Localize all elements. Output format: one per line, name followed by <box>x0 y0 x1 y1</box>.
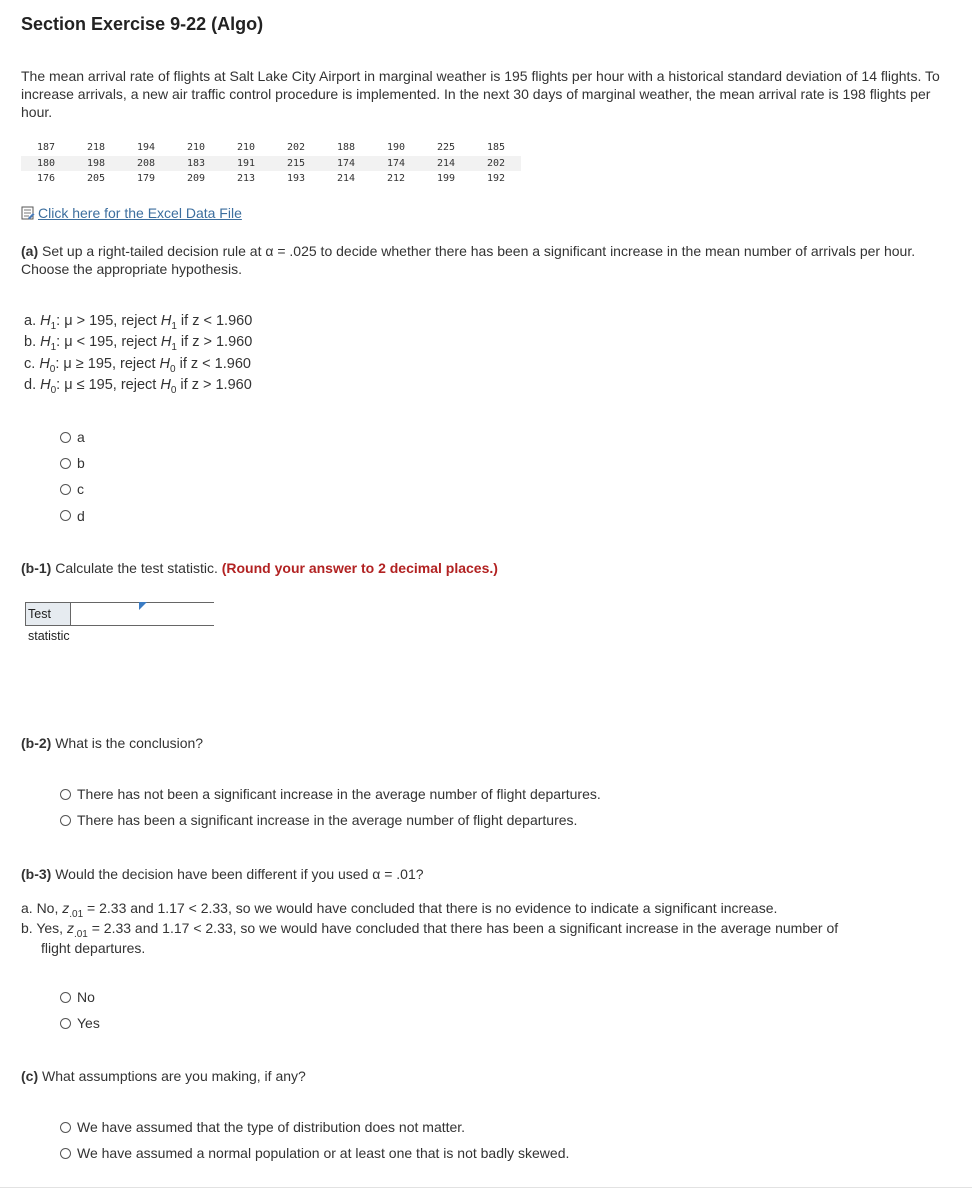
table-cell: 198 <box>86 157 106 169</box>
z-subscript: .01 <box>69 908 84 920</box>
z-symbol: z <box>66 920 74 936</box>
hypothesis-var: H <box>160 334 172 351</box>
radio-button[interactable] <box>60 458 71 469</box>
table-cell: 208 <box>136 157 156 169</box>
table-cell: 205 <box>86 173 106 185</box>
hypothesis-text: : μ ≥ 195, reject <box>55 355 160 372</box>
excel-data-link[interactable] <box>21 205 242 221</box>
part-a-radio-option[interactable] <box>60 508 85 524</box>
test-statistic-label: Test statistic <box>26 603 71 625</box>
table-cell: 214 <box>436 157 456 169</box>
hypothesis-sub: 1 <box>171 342 177 354</box>
radio-button[interactable] <box>60 1122 71 1133</box>
part-b3-prompt <box>21 865 965 883</box>
part-b3-radio-option[interactable] <box>60 989 95 1005</box>
hypothesis-text: if z < 1.960 <box>176 313 253 329</box>
radio-label: There has been a significant increase in the average number of flight departures. <box>77 812 578 828</box>
hypothesis-option <box>24 375 252 401</box>
hypothesis-sub: 1 <box>171 320 177 332</box>
radio-label: c <box>77 481 84 498</box>
excel-file-icon <box>21 206 35 220</box>
test-statistic-input[interactable] <box>71 603 251 625</box>
radio-button[interactable] <box>60 1148 71 1159</box>
table-cell: 194 <box>136 142 156 154</box>
part-b1-prompt <box>21 559 965 577</box>
hypothesis-var: H <box>160 313 172 329</box>
table-cell: 218 <box>86 142 106 154</box>
radio-label: Yes <box>77 1015 100 1031</box>
table-row <box>21 156 521 172</box>
hypothesis-text: if z > 1.960 <box>176 376 252 393</box>
part-b2-radio-option[interactable] <box>60 812 577 828</box>
part-c-label: (c) <box>21 1068 39 1084</box>
page-title: Section Exercise 9-22 (Algo) <box>21 14 264 34</box>
b3-a-prefix: a. No, <box>21 900 63 916</box>
radio-label: b <box>77 455 85 472</box>
table-cell: 193 <box>286 173 306 185</box>
radio-label: No <box>77 989 95 1005</box>
part-a-text: Set up a right-tailed decision rule at α = .025 to decide whether there has been a significant increase in the mean number of arrivals per hour. Choose the appropriate hypothesis. <box>21 243 916 277</box>
table-cell: 188 <box>336 142 356 154</box>
hypothesis-text: : μ < 195, reject <box>56 334 161 351</box>
part-c-radio-option[interactable] <box>60 1119 465 1135</box>
hypothesis-prefix: b. <box>24 334 41 351</box>
table-cell: 179 <box>136 173 156 185</box>
b3-b-prefix: b. Yes, <box>21 920 67 936</box>
table-cell: 190 <box>386 142 406 154</box>
part-c-prompt <box>21 1067 965 1085</box>
b3-a-text: = 2.33 and 1.17 < 2.33, so we would have concluded that there is no evidence to indicate a significant increase. <box>83 900 778 916</box>
table-cell: 191 <box>236 157 256 169</box>
radio-button[interactable] <box>60 1018 71 1029</box>
radio-label: We have assumed a normal population or at least one that is not badly skewed. <box>77 1145 570 1161</box>
hypothesis-text: if z < 1.960 <box>175 355 251 372</box>
table-cell: 199 <box>436 173 456 185</box>
part-a-label: (a) <box>21 243 39 259</box>
table-cell: 176 <box>36 173 56 185</box>
radio-label: d <box>77 507 85 524</box>
excel-link-label[interactable]: Click here for the Excel Data File <box>38 205 242 221</box>
problem-intro: The mean arrival rate of flights at Salt Lake City Airport in marginal weather is 195 flights per hour with a historical standard deviation of 14 flights. To increase arrivals, a new air traffic control procedure is implemented. In the next 30 days of marginal weather, the mean arrival rate is 198 flights per hour. <box>21 68 940 120</box>
part-b3-text: Would the decision have been different if you used α = .01? <box>51 866 424 882</box>
part-b2-radio-option[interactable] <box>60 786 601 802</box>
table-cell: 185 <box>486 142 506 154</box>
table-cell: 180 <box>36 157 56 169</box>
data-table <box>21 140 521 187</box>
part-a-prompt <box>21 242 965 278</box>
hypothesis-text: : μ > 195, reject <box>56 313 161 329</box>
hypothesis-sub: 0 <box>170 384 177 396</box>
footer-divider <box>0 1187 972 1188</box>
part-b2-label: (b-2) <box>21 735 52 751</box>
table-cell: 214 <box>336 173 356 185</box>
table-cell: 174 <box>386 157 406 169</box>
table-cell: 209 <box>186 173 206 185</box>
hypothesis-var: H <box>40 334 51 351</box>
part-a-radio-option[interactable] <box>60 455 85 471</box>
table-cell: 183 <box>186 157 206 169</box>
part-c-text: What assumptions are you making, if any? <box>38 1068 306 1084</box>
part-a-radio-option[interactable] <box>60 429 85 445</box>
radio-button[interactable] <box>60 815 71 826</box>
part-b3-radio-option[interactable] <box>60 1015 100 1031</box>
hypothesis-sub: 1 <box>50 320 57 332</box>
radio-label: There has not been a significant increase in the average number of flight departures. <box>77 786 601 802</box>
input-flag-icon <box>139 602 147 610</box>
radio-button[interactable] <box>60 432 71 443</box>
b3-statement-b-continued: flight departures. <box>41 940 146 956</box>
table-cell: 202 <box>486 157 506 169</box>
table-cell: 225 <box>436 142 456 154</box>
b3-b-text: = 2.33 and 1.17 < 2.33, so we would have concluded that there has been a significant increase in the average number of <box>87 920 839 936</box>
hypothesis-var: H <box>39 355 50 372</box>
part-b1-instruction: (Round your answer to 2 decimal places.) <box>221 560 498 576</box>
hypothesis-sub: 0 <box>49 363 56 375</box>
hypothesis-sub: 0 <box>50 384 57 396</box>
hypothesis-text: if z > 1.960 <box>176 334 253 351</box>
table-cell: 212 <box>386 173 406 185</box>
hypothesis-prefix: d. <box>24 376 41 393</box>
table-cell: 210 <box>236 142 256 154</box>
radio-button[interactable] <box>60 992 71 1003</box>
table-cell: 213 <box>236 173 256 185</box>
hypothesis-var: H <box>160 376 171 393</box>
table-cell: 192 <box>486 173 506 185</box>
table-cell: 202 <box>286 142 306 154</box>
part-b2-text: What is the conclusion? <box>51 735 204 751</box>
radio-button[interactable] <box>60 484 71 495</box>
hypothesis-var: H <box>40 313 51 329</box>
hypothesis-sub: 0 <box>170 363 176 375</box>
radio-label: a <box>77 429 85 445</box>
test-statistic-row <box>25 602 214 643</box>
hypothesis-var: H <box>159 355 171 372</box>
hypothesis-var: H <box>40 376 51 393</box>
hypothesis-text: : μ ≤ 195, reject <box>56 376 161 393</box>
radio-button[interactable] <box>60 789 71 800</box>
table-cell: 210 <box>186 142 206 154</box>
radio-label: We have assumed that the type of distribution does not matter. <box>77 1119 466 1135</box>
part-b2-prompt <box>21 734 965 752</box>
hypothesis-prefix: c. <box>24 355 40 372</box>
table-row <box>21 140 521 156</box>
z-subscript: .01 <box>73 928 88 940</box>
table-row <box>21 171 521 187</box>
part-c-radio-option[interactable] <box>60 1145 569 1161</box>
z-symbol: z <box>62 900 70 916</box>
part-b1-text: Calculate the test statistic. <box>51 560 222 576</box>
part-a-radio-option[interactable] <box>60 481 84 497</box>
table-cell: 215 <box>286 157 306 169</box>
part-b3-label: (b-3) <box>21 866 52 882</box>
table-cell: 174 <box>336 157 356 169</box>
hypothesis-prefix: a. <box>24 313 41 329</box>
part-b1-label: (b-1) <box>21 560 52 576</box>
table-cell: 187 <box>36 142 56 154</box>
radio-button[interactable] <box>60 510 71 521</box>
hypothesis-sub: 1 <box>50 342 57 354</box>
